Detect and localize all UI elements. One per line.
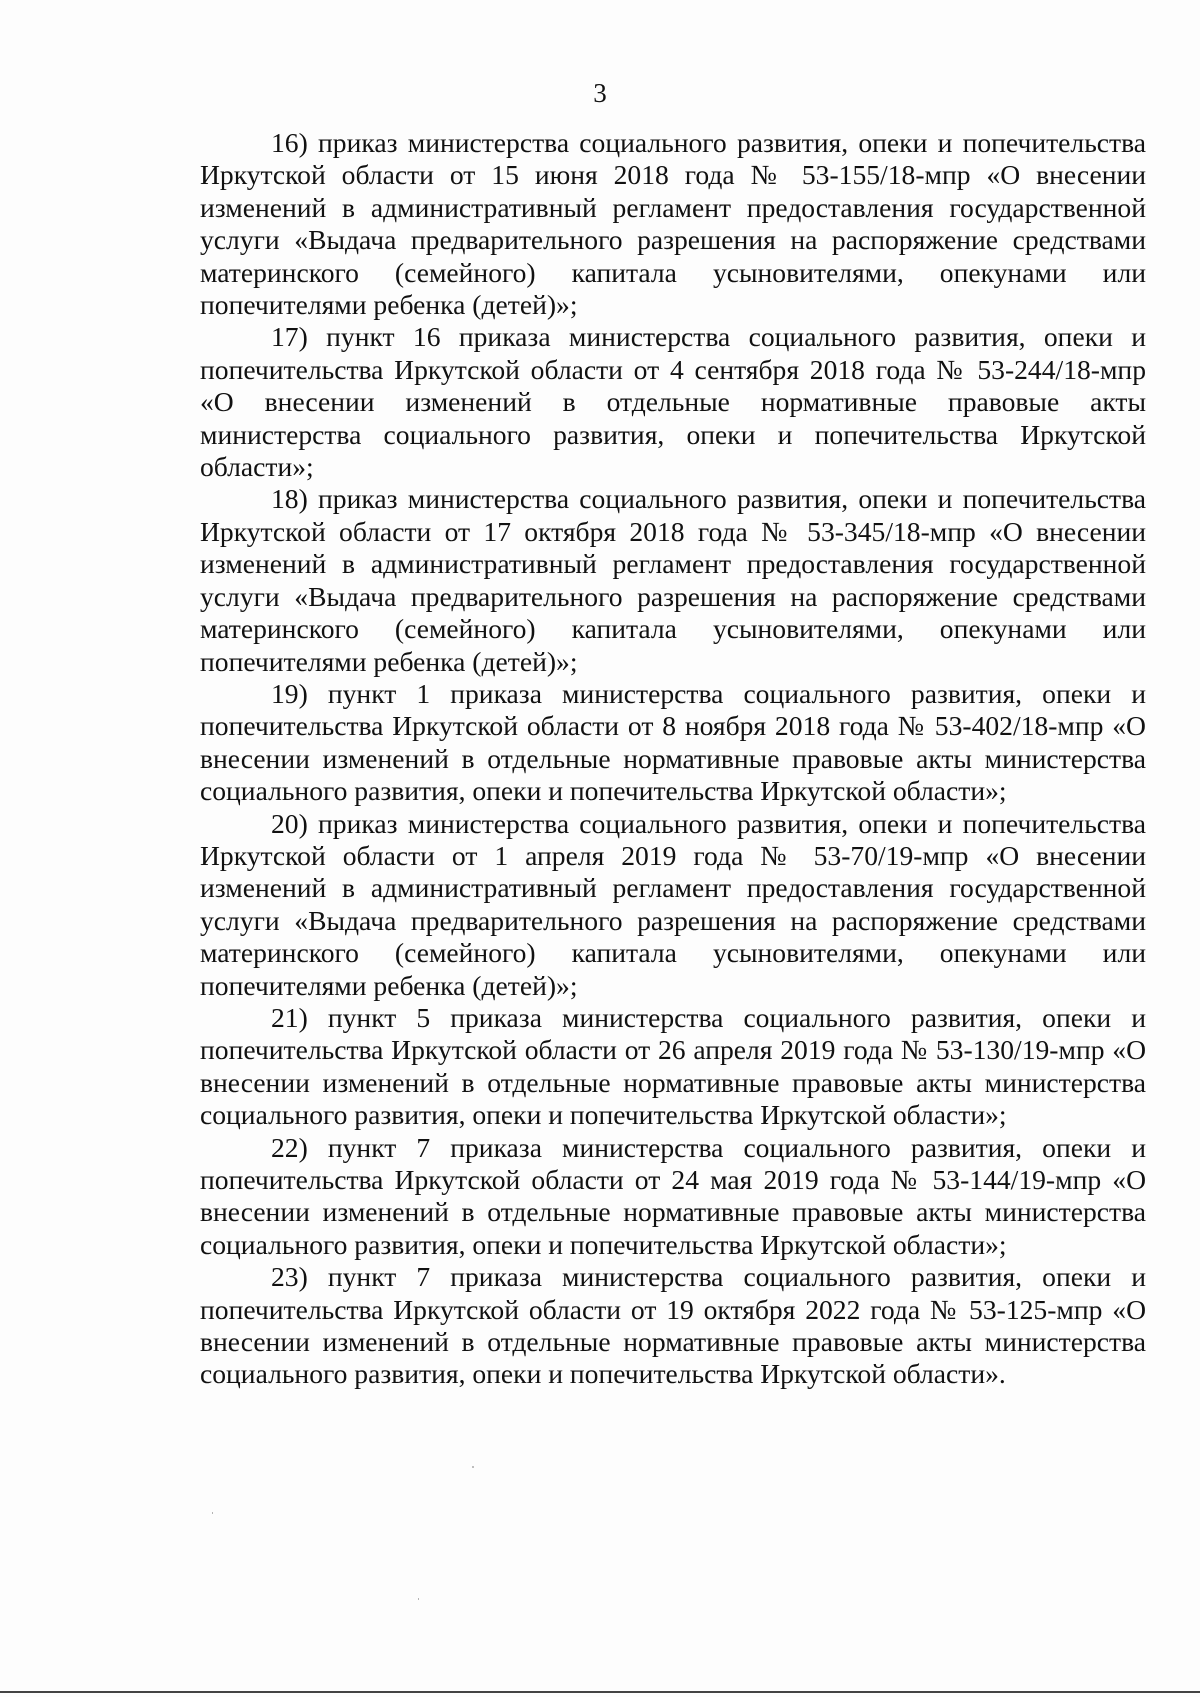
paragraph-item-18: 18) приказ министерства социального развития, опеки и попечительства Иркутской области от 17 октября 2018 года № 53-345/18-мпр «О внесении изменений в административный регламент предоставления государственной услуги «Выдача предварительного разрешения на распоряжение средствами материнского (семейного) капитала усыновителями, опекунами или попечителями ребенка (детей)»;	[200, 483, 1146, 677]
scan-speck	[472, 1466, 474, 1468]
document-body	[200, 127, 1146, 1391]
paragraph-item-23: 23) пункт 7 приказа министерства социального развития, опеки и попечительства Иркутской области от 19 октября 2022 года № 53-125-мпр «О внесении изменений в отдельные нормативные правовые акты министерства социального развития, опеки и попечительства Иркутской области».	[200, 1261, 1146, 1390]
paragraph-item-22: 22) пункт 7 приказа министерства социального развития, опеки и попечительства Иркутской области от 24 мая 2019 года № 53-144/19-мпр «О внесении изменений в отдельные нормативные правовые акты министерства социального развития, опеки и попечительства Иркутской области»;	[200, 1131, 1146, 1260]
page-number: 3	[593, 78, 607, 108]
scan-speck	[212, 1512, 213, 1514]
paragraph-item-16: 16) приказ министерства социального развития, опеки и попечительства Иркутской области от 15 июня 2018 года № 53-155/18-мпр «О внесении изменений в административный регламент предоставления государственной услуги «Выдача предварительного разрешения на распоряжение средствами материнского (семейного) капитала усыновителями, опекунами или попечителями ребенка (детей)»;	[200, 127, 1146, 321]
paragraph-item-20: 20) приказ министерства социального развития, опеки и попечительства Иркутской области от 1 апреля 2019 года № 53-70/19-мпр «О внесении изменений в административный регламент предоставления государственной услуги «Выдача предварительного разрешения на распоряжение средствами материнского (семейного) капитала усыновителями, опекунами или попечителями ребенка (детей)»;	[200, 807, 1146, 1001]
paragraph-item-21: 21) пункт 5 приказа министерства социального развития, опеки и попечительства Иркутской области от 26 апреля 2019 года № 53-130/19-мпр «О внесении изменений в отдельные нормативные правовые акты министерства социального развития, опеки и попечительства Иркутской области»;	[200, 1001, 1146, 1131]
scan-speck	[418, 1598, 419, 1600]
page-bottom-edge	[0, 1691, 1200, 1693]
paragraph-item-19: 19) пункт 1 приказа министерства социального развития, опеки и попечительства Иркутской области от 8 ноября 2018 года № 53-402/18-мпр «О внесении изменений в отдельные нормативные правовые акты министерства социального развития, опеки и попечительства Иркутской области»;	[200, 677, 1146, 807]
paragraph-item-17: 17) пункт 16 приказа министерства социального развития, опеки и попечительства Иркутской области от 4 сентября 2018 года № 53-244/18-мпр «О внесении изменений в отдельные нормативные правовые акты министерства социального развития, опеки и попечительства Иркутской области»;	[200, 321, 1146, 483]
